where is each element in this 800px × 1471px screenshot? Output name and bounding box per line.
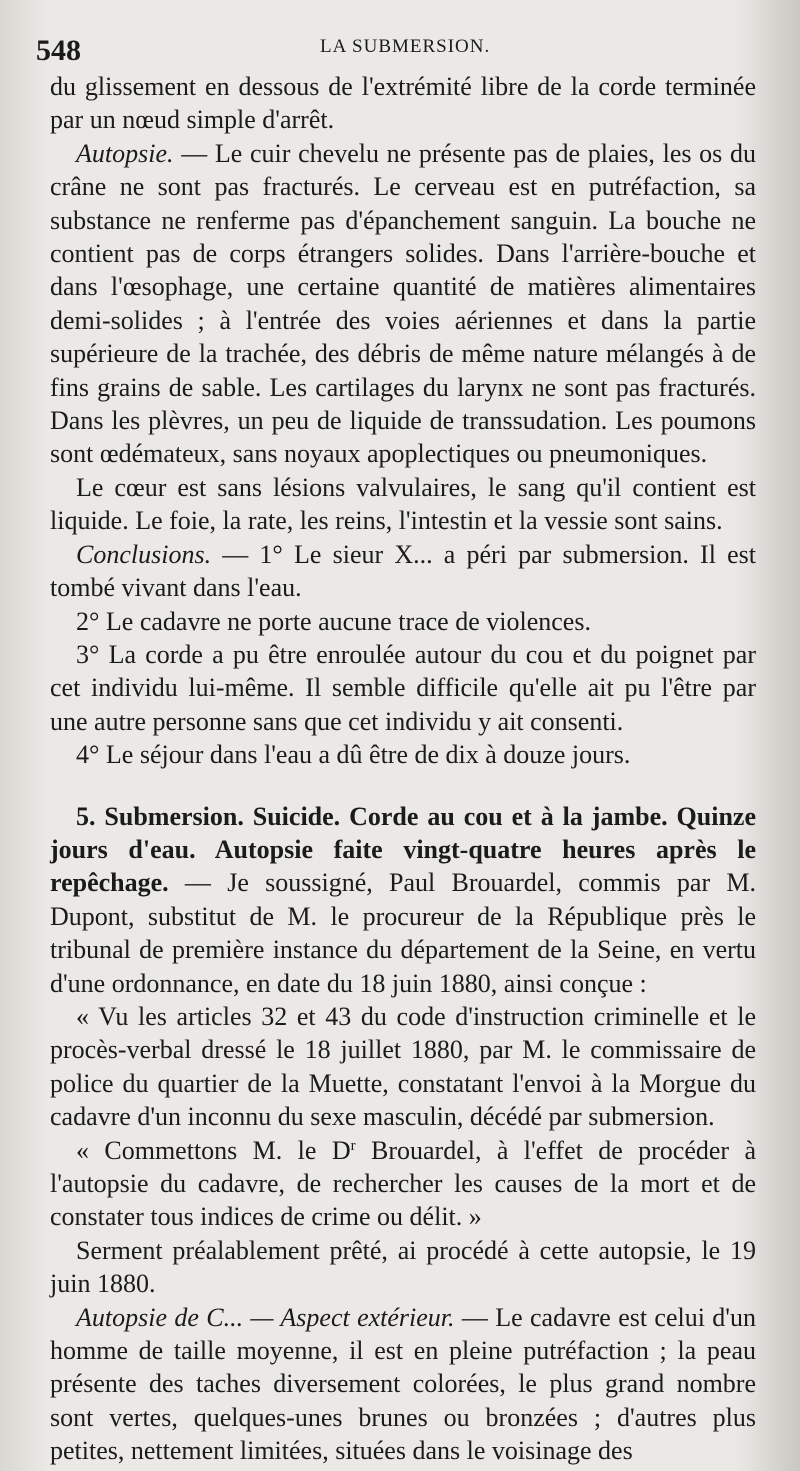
paragraph-aspect-exterieur: [50, 1301, 756, 1468]
autopsie-label: Autopsie.: [76, 138, 174, 168]
conclusion-3: 3° La corde a pu être enroulée autour du cou et du poignet par cet individu lui-même. Il semble difficile qu'elle ait pu l'être par une autre personne sans que cet individu y ait consenti.: [50, 639, 756, 736]
conclusion-2: 2° Le cadavre ne porte aucune trace de violences.: [76, 606, 591, 636]
case-5-paragraph: [50, 800, 756, 1000]
paragraph-serment: Serment préalablement prêté, ai procédé à cette autopsie, le 19 juin 1880.: [50, 1235, 756, 1299]
running-title: LA SUBMERSION.: [320, 36, 491, 57]
body-text: [50, 70, 756, 1468]
conclusions-label: Conclusions.: [76, 539, 212, 569]
conclusion-4: 4° Le séjour dans l'eau a dû être de dix à douze jours.: [76, 740, 631, 770]
conclusions-text: — 1° Le sieur X... a péri par submersion. Il est tombé vivant dans l'eau.: [50, 539, 756, 603]
aspect-label: Autopsie de C... — Aspect extérieur.: [76, 1302, 455, 1332]
page-header: [36, 30, 756, 70]
section-gap: [50, 772, 756, 800]
paragraph-coeur: Le cœur est sans lésions valvulaires, le sang qu'il contient est liquide. Le foie, la rate, les reins, l'intestin et la vessie sont sains.: [50, 472, 756, 536]
aspect-text: — Le cadavre est celui d'un homme de taille moyenne, il est en pleine putréfaction ; la peau présente des taches diversement colorées, le plus grand nombre sont vertes, quelques-unes brunes ou bronzées ; d'autres plus petites, nettement limitées, situées dans le voisinage des: [50, 1302, 756, 1466]
paragraph-conclusions: [50, 538, 756, 605]
paragraph-commettons: [50, 1134, 756, 1234]
case-5-heading: 5. Submersion. Suicide. Corde au cou et à la jambe. Quinze jours d'eau. Autopsie faite vingt-quatre heures après le repêchage.: [50, 801, 756, 898]
autopsie-text: — Le cuir chevelu ne présente pas de plaies, les os du crâne ne sont pas fracturés. Le cerveau est en putréfaction, sa substance ne renferme pas d'épanchement sanguin. La bouche ne contient pas de corps étrangers solides. Dans l'arrière-bouche et dans l'œsophage, une certaine quantité de matières alimentaires demi-solides ; à l'entrée des voies aériennes et dans la partie supérieure de la trachée, des débris de même nature mélangés à de fins grains de sable. Les cartilages du larynx ne sont pas fracturés. Dans les plèvres, un peu de liquide de transsudation. Les poumons sont œdémateux, sans noyaux apoplectiques ou pneumoniques.: [50, 138, 756, 469]
paragraph-autopsie: [50, 137, 756, 471]
paragraph-vu-articles: « Vu les articles 32 et 43 du code d'instruction criminelle et le procès-verbal dressé le 18 juillet 1880, par M. le commissaire de police du quartier de la Muette, constatant l'envoi à la Morgue du cadavre d'un inconnu du sexe masculin, décédé par submersion.: [50, 1001, 756, 1132]
commettons-text-a: « Commettons M. le D: [76, 1135, 351, 1165]
case-5-text: — Je soussigné, Paul Brouardel, commis par M. Dupont, substitut de M. le procureur de la République près le tribunal de première instance du département de la Seine, en vertu d'une ordonnance, en date du 18 juin 1880, ainsi conçue :: [50, 868, 756, 998]
commettons-text-b: Brouardel, à l'effet de procéder à l'autopsie du cadavre, de rechercher les causes de la mort et de constater tous indices de crime ou délit. »: [50, 1135, 757, 1232]
page-number: 548: [36, 34, 81, 67]
paragraph-continuation: du glissement en dessous de l'extrémité libre de la corde terminée par un nœud simple d'arrêt.: [50, 72, 756, 135]
doctor-abbrev-sup: r: [350, 1137, 356, 1154]
